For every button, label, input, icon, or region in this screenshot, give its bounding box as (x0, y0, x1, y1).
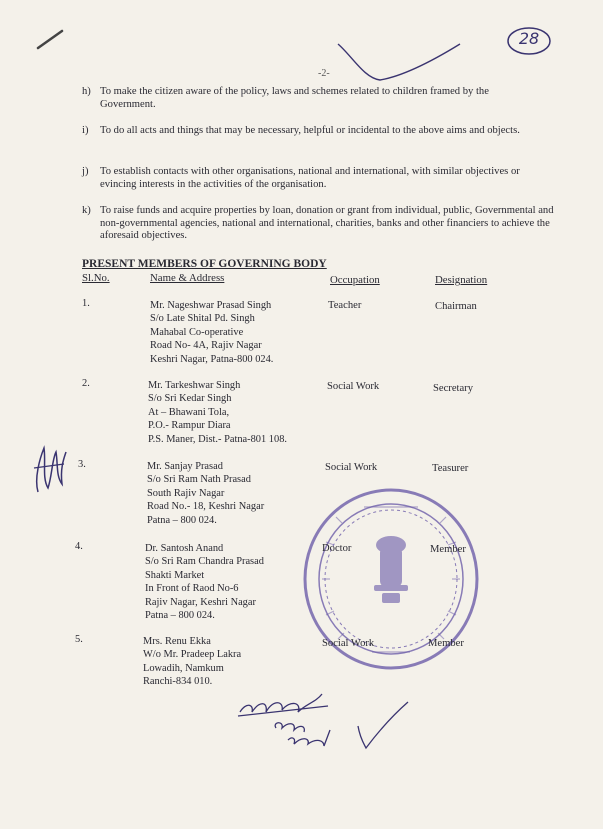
check-tick-icon (334, 38, 464, 84)
address-line: Patna – 800 024. (147, 514, 217, 526)
member-name: Mr. Tarkeshwar Singh (148, 380, 241, 391)
column-header-occupation: Occupation (330, 274, 380, 286)
member-sl-no: 4. (75, 541, 83, 552)
member-occupation: Social Work (322, 638, 375, 649)
member-name: Mr. Sanjay Prasad (147, 461, 223, 472)
address-line: Rajiv Nagar, Keshri Nagar (145, 596, 256, 608)
objective-k (82, 205, 557, 245)
address-line: W/o Mr. Pradeep Lakra (143, 649, 242, 661)
section-heading: PRESENT MEMBERS OF GOVERNING BODY (82, 258, 327, 270)
member-sl-no: 1. (82, 298, 90, 309)
objective-label: j) (82, 166, 89, 177)
column-header-name-address: Name & Address (150, 272, 225, 284)
objective-label: i) (82, 125, 89, 136)
address-line: S/o Sri Ram Nath Prasad (147, 474, 251, 486)
address-line: At – Bhawani Tola, (148, 406, 230, 418)
objective-label: k) (82, 205, 91, 216)
column-header-sl-no: Sl.No. (82, 272, 110, 284)
handwritten-signature (232, 686, 412, 756)
member-address (145, 542, 320, 622)
member-occupation: Teacher (328, 300, 362, 311)
address-line: Keshri Nagar, Patna-800 024. (150, 353, 274, 365)
member-designation: Teasurer (432, 463, 469, 474)
address-line: Ranchi-834 010. (143, 676, 213, 688)
page-number: -2- (318, 68, 330, 79)
margin-initials-signature (30, 438, 68, 496)
member-sl-no: 2. (82, 378, 90, 389)
member-name: Dr. Santosh Anand (145, 543, 224, 554)
member-name: Mrs. Renu Ekka (143, 636, 211, 647)
member-address (148, 379, 338, 446)
folio-number: 28 (518, 29, 540, 48)
address-line: Patna – 800 024. (145, 610, 215, 622)
objective-label: h) (82, 86, 91, 97)
address-line: P.O.- Rampur Diara (148, 420, 231, 432)
address-line: Road No.- 18, Keshri Nagar (147, 501, 265, 513)
address-line: Mahabal Co-operative (150, 326, 244, 338)
folio-mark (505, 25, 553, 57)
member-address (150, 299, 325, 366)
objective-text: To raise funds and acquire properties by loan, donation or grant from individual, public, Governmental and non-governmental agencies, national and international, charities, banks and other financiers to achieve the aforesaid objectives. (100, 205, 554, 241)
member-name: Mr. Nageshwar Prasad Singh (150, 300, 272, 311)
objective-text: To establish contacts with other organisations, national and international, with similar objectives or evincing interests in the activities of the organisation. (100, 166, 520, 190)
address-line: Shakti Market (145, 569, 205, 581)
objective-j (82, 166, 557, 192)
address-line: S/o Late Shital Pd. Singh (150, 313, 255, 325)
member-designation: Chairman (435, 301, 477, 312)
column-header-designation: Designation (435, 274, 488, 286)
address-line: South Rajiv Nagar (147, 487, 225, 499)
address-line: P.S. Maner, Dist.- Patna-801 108. (148, 433, 287, 445)
member-occupation: Social Work (325, 462, 378, 473)
objective-text: To do all acts and things that may be necessary, helpful or incidental to the above aims and objects. (100, 125, 520, 136)
objective-h (82, 86, 552, 112)
pen-mark (36, 28, 66, 50)
member-occupation: Doctor (322, 543, 352, 554)
member-occupation: Social Work (327, 381, 380, 392)
member-sl-no: 3. (78, 459, 86, 470)
objective-text: To make the citizen aware of the policy, laws and schemes related to children framed by the Government. (100, 86, 489, 110)
address-line: Lowadih, Namkum (143, 662, 224, 674)
address-line: S/o Sri Kedar Singh (148, 393, 232, 405)
objective-i (82, 125, 552, 151)
member-sl-no: 5. (75, 634, 83, 645)
member-designation: Member (428, 638, 464, 649)
address-line: S/o Sri Ram Chandra Prasad (145, 556, 264, 568)
member-address (147, 460, 322, 527)
member-designation: Member (430, 544, 466, 555)
address-line: In Front of Raod No-6 (145, 583, 239, 595)
member-address (143, 635, 318, 689)
member-designation: Secretary (433, 383, 473, 394)
address-line: Road No- 4A, Rajiv Nagar (150, 340, 262, 352)
